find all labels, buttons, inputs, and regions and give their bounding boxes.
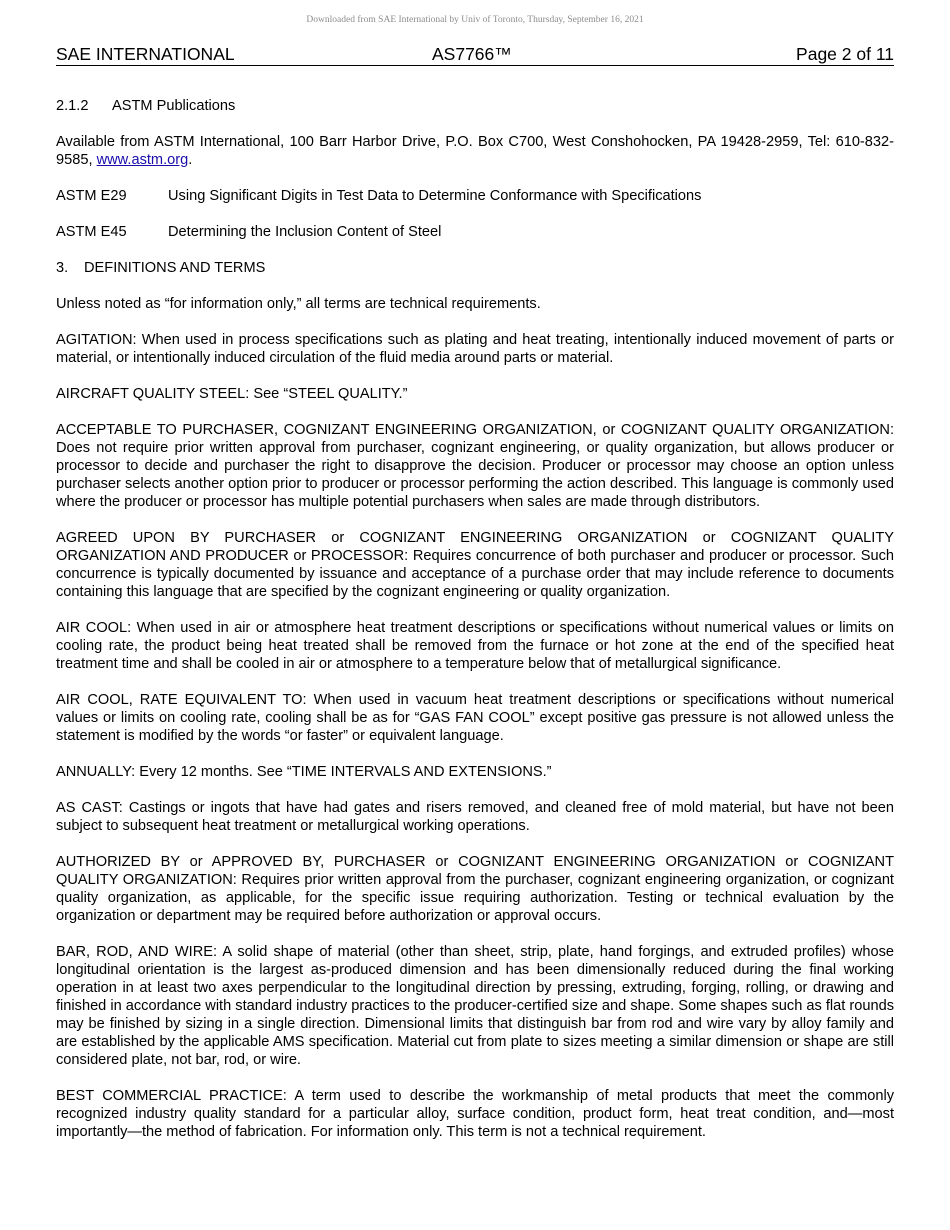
- header-org: SAE INTERNATIONAL: [56, 44, 235, 64]
- definition-air-cool: AIR COOL: When used in air or atmosphere heat treatment descriptions or specifications without numerical values or limits on cooling rate, the product being heat treated shall be removed from the furnace or hot zone at the end of the specified heat treatment time and shall be cooled in air or atmosphere to a temperature below that of metallurgical significance.: [56, 620, 894, 672]
- astm-website-link[interactable]: www.astm.org: [96, 152, 189, 168]
- availability-text: Available from ASTM International, 100 Barr Harbor Drive, P.O. Box C700, West Conshohocken, PA 19428-2959, Tel: 610-832-9585,: [56, 134, 894, 168]
- reference-code: ASTM E29: [56, 188, 127, 204]
- reference-title: Determining the Inclusion Content of Steel: [168, 224, 442, 240]
- section-number: 3.: [56, 260, 69, 276]
- definition-authorized-by: AUTHORIZED BY or APPROVED BY, PURCHASER or COGNIZANT ENGINEERING ORGANIZATION or COGNIZANT QUALITY ORGANIZATION: Requires prior written approval from the purchaser, cognizant engineering organization, or cognizant quality organization, as applicable, for the specific issue requiring authorization. Testing or technical evaluation by the organization or department may be required before authorization or approval occurs.: [56, 854, 894, 924]
- section-heading-2-1-2: [56, 97, 894, 115]
- reference-code: ASTM E45: [56, 224, 127, 240]
- definition-annually: ANNUALLY: Every 12 months. See “TIME INTERVALS AND EXTENSIONS.”: [56, 764, 552, 780]
- section-number: 2.1.2: [56, 98, 89, 114]
- section-title: DEFINITIONS AND TERMS: [84, 260, 266, 276]
- header-doc-id: AS7766™: [432, 44, 512, 64]
- definition-best-commercial-practice: BEST COMMERCIAL PRACTICE: A term used to describe the workmanship of metal products that meet the commonly recognized industry quality standard for a particular alloy, surface condition, product form, heat treat condition, and—most importantly—the method of fabrication. For information only. This term is not a technical requirement.: [56, 1088, 894, 1140]
- link-suffix: .: [188, 152, 193, 168]
- definition-agitation: AGITATION: When used in process specifications such as plating and heat treating, intentionally induced movement of parts or material, or intentionally induced circulation of the fluid media around parts or material.: [56, 332, 894, 366]
- definition-as-cast: AS CAST: Castings or ingots that have had gates and risers removed, and cleaned free of mold material, but have not been subject to subsequent heat treatment or metallurgical working operations.: [56, 800, 894, 834]
- definition-aircraft-quality-steel: AIRCRAFT QUALITY STEEL: See “STEEL QUALITY.”: [56, 386, 408, 402]
- definition-bar-rod-wire: BAR, ROD, AND WIRE: A solid shape of material (other than sheet, strip, plate, hand forgings, and extruded profiles) whose longitudinal orientation is the largest as-produced dimension and has been dimensionally reduced during the final working operation in at least two axes perpendicular to the longitudinal direction by pressing, extruding, forging, rolling, or drawing and finished in accordance with standard industry practices to the producer-certified size and shape. Some shapes such as flat rounds may be finished by sizing in a single direction. Dimensional limits that distinguish bar from rod and wire vary by alloy family and are established by the applicable AMS specification. Material cut from plate to sizes meeting a similar dimension or shape are still considered plate, not bar, rod, or wire.: [56, 944, 894, 1068]
- definition-agreed-upon: AGREED UPON BY PURCHASER or COGNIZANT ENGINEERING ORGANIZATION or COGNIZANT QUALITY ORGANIZATION AND PRODUCER or PROCESSOR: Requires concurrence of both purchaser and producer or processor. Such concurrence is typically documented by issuance and acceptance of a purchase order that may include reference to documents containing this language that are specified by the cognizant engineering or quality organization.: [56, 530, 894, 600]
- definitions-intro: Unless noted as “for information only,” all terms are technical requirements.: [56, 296, 541, 312]
- reference-title: Using Significant Digits in Test Data to Determine Conformance with Specifications: [168, 188, 702, 204]
- page-header: [56, 43, 894, 66]
- page-body: [56, 97, 894, 1141]
- download-watermark: Downloaded from SAE International by Univ of Toronto, Thursday, September 16, 2021: [306, 15, 644, 25]
- reference-row: [56, 187, 894, 205]
- reference-row: [56, 223, 894, 241]
- header-page-number: Page 2 of 11: [796, 44, 894, 64]
- definition-acceptable-to-purchaser: ACCEPTABLE TO PURCHASER, COGNIZANT ENGINEERING ORGANIZATION, or COGNIZANT QUALITY ORGANIZATION: Does not require prior written approval from purchaser, cognizant engineering, or quality organization, but allows producer or processor to decide and purchaser the right to disapprove the decision. Producer or processor may choose an option unless purchaser selects another option prior to producer or processor performing the action described. This language is commonly used where the producer or processor has multiple potential purchasers when sales are made through distributors.: [56, 422, 894, 510]
- section-heading-3: [56, 259, 894, 277]
- section-title: ASTM Publications: [112, 98, 236, 114]
- astm-availability-paragraph: [56, 133, 894, 169]
- definition-air-cool-rate-equivalent: AIR COOL, RATE EQUIVALENT TO: When used in vacuum heat treatment descriptions or specifications without numerical values or limits on cooling rate, cooling shall be as for “GAS FAN COOL” except positive gas pressure is not allowed unless the statement is modified by the words “or faster” or equivalent language.: [56, 692, 894, 744]
